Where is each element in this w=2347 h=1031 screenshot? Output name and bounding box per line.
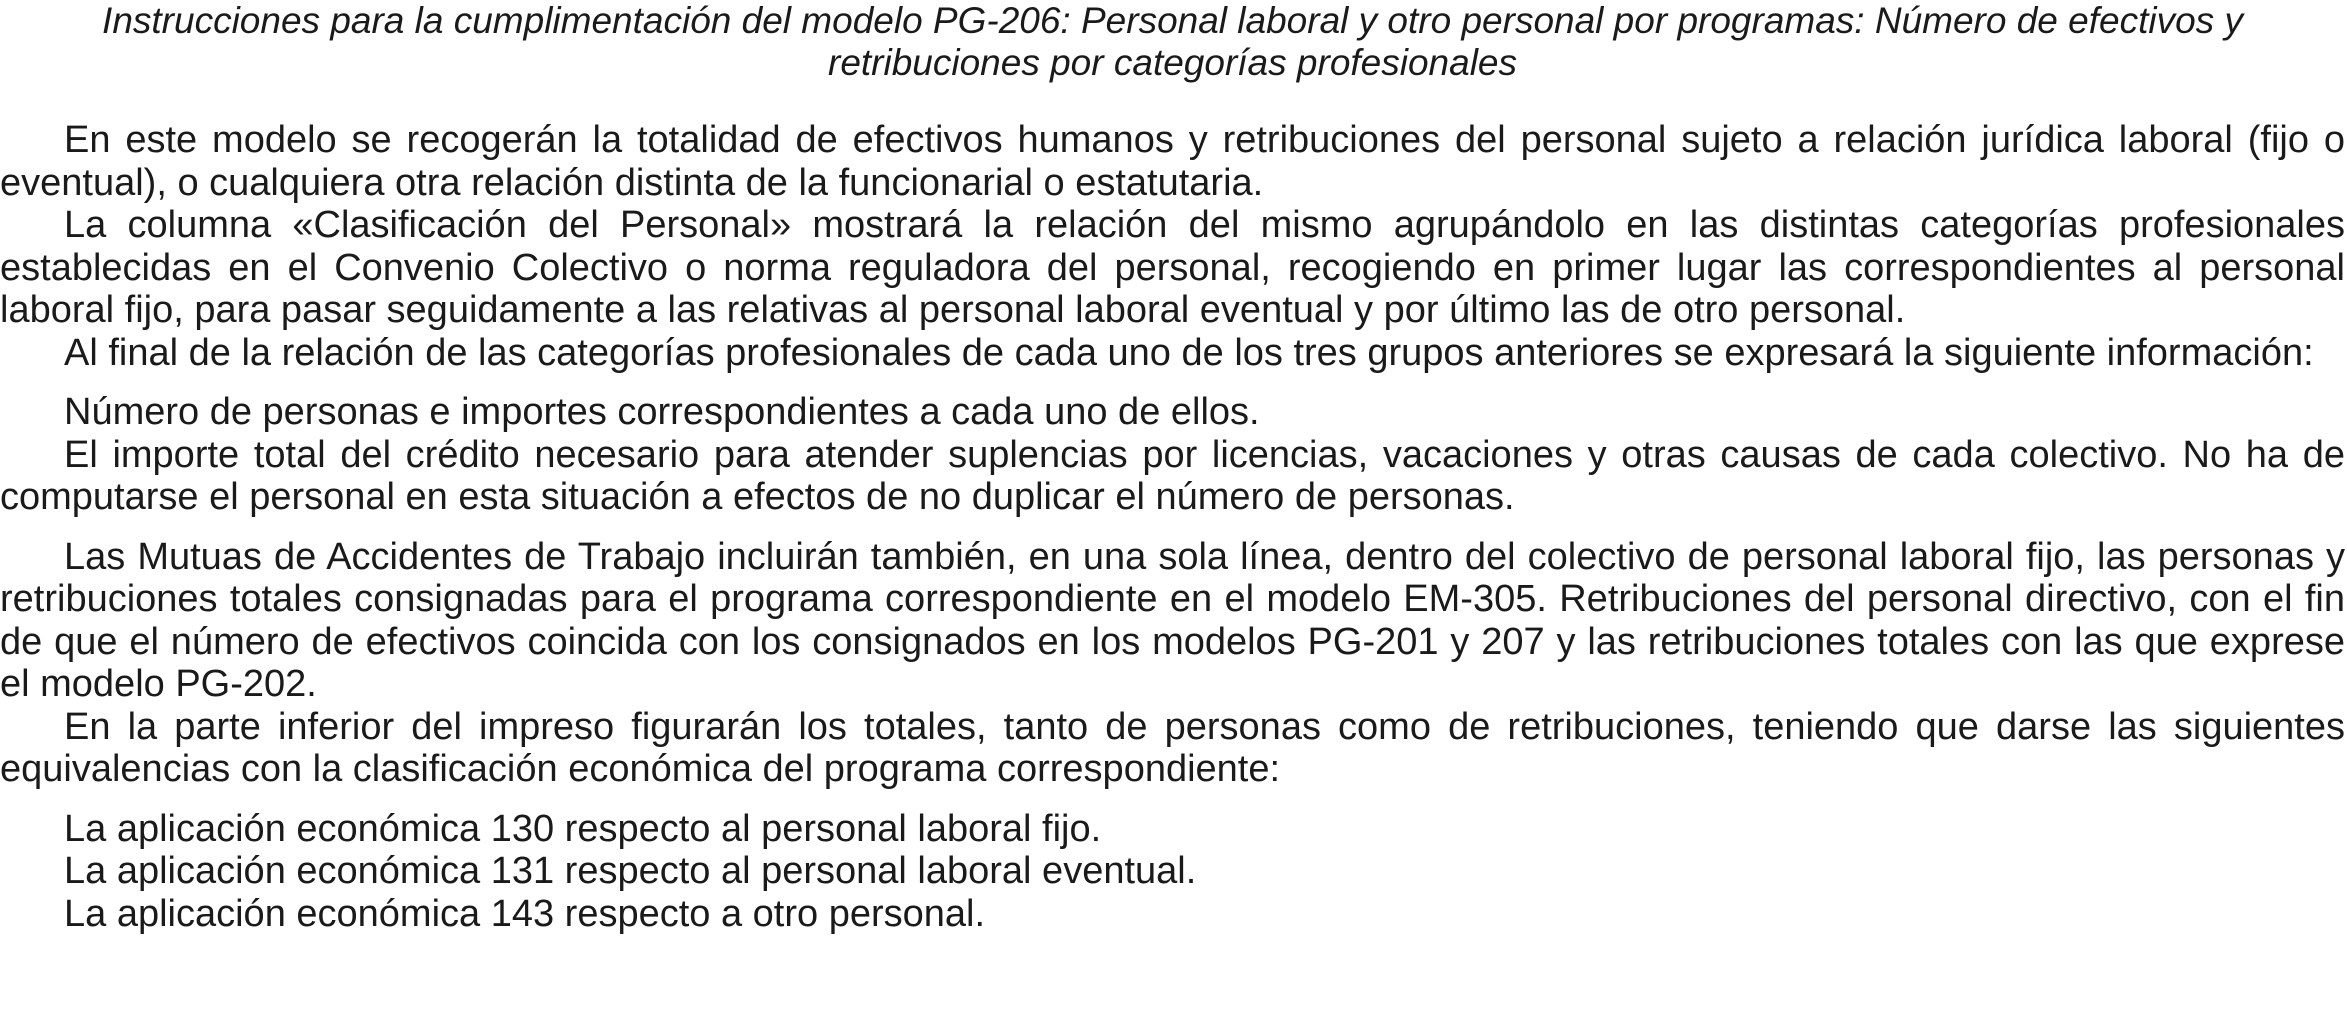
document-title: Instrucciones para la cumplimentación del modelo PG-206: Personal laboral y otro personal por programas: Número de efectivos y retribuciones por categorías profesionales — [102, 0, 2243, 83]
paragraph-mutuas: Las Mutuas de Accidentes de Trabajo incluirán también, en una sola línea, dentro del colectivo de personal laboral fijo, las personas y retribuciones totales consignadas para el programa correspondiente en el modelo EM-305. Retribuciones del personal directivo, con el fin de que el número de efectivos coincida con los consignados en los modelos PG-201 y 207 y las retribuciones totales con las que exprese el modelo PG-202. — [0, 535, 2345, 705]
paragraph-scope: En este modelo se recogerán la totalidad de efectivos humanos y retribuciones del personal sujeto a relación jurídica laboral (fijo o eventual), o cualquiera otra relación distinta de la funcionarial o estatutaria. — [0, 119, 2345, 204]
paragraph-substitutions: El importe total del crédito necesario para atender suplencias por licencias, vacaciones y otras causas de cada colectivo. No ha de computarse el personal en esta situación a efectos de no duplicar el número de personas. — [0, 433, 2345, 518]
list-item-application-130: La aplicación económica 130 respecto al personal laboral fijo. — [64, 807, 1102, 850]
list-item-application-131: La aplicación económica 131 respecto al personal laboral eventual. — [64, 850, 1197, 892]
paragraph-classification-column: La columna «Clasificación del Personal» mostrará la relación del mismo agrupándolo en las distintas categorías profesionales establecidas en el Convenio Colectivo o norma reguladora del personal, recogiendo en primer lugar las correspondientes al personal laboral fijo, para pasar seguidamente a las relativas al personal laboral eventual y por último las de otro personal. — [0, 204, 2345, 331]
paragraph-totals: En la parte inferior del impreso figurarán los totales, tanto de personas como de retribuciones, teniendo que darse las siguientes equivalencias con la clasificación económica del programa correspondiente: — [0, 705, 2345, 790]
list-item-application-143: La aplicación económica 143 respecto a otro personal. — [64, 892, 986, 935]
paragraph-group-summary-intro: Al final de la relación de las categorías profesionales de cada uno de los tres grupos anteriores se expresará la siguiente información: — [64, 331, 2314, 374]
paragraph-persons-amounts: Número de personas e importes correspondientes a cada uno de ellos. — [64, 391, 1260, 433]
